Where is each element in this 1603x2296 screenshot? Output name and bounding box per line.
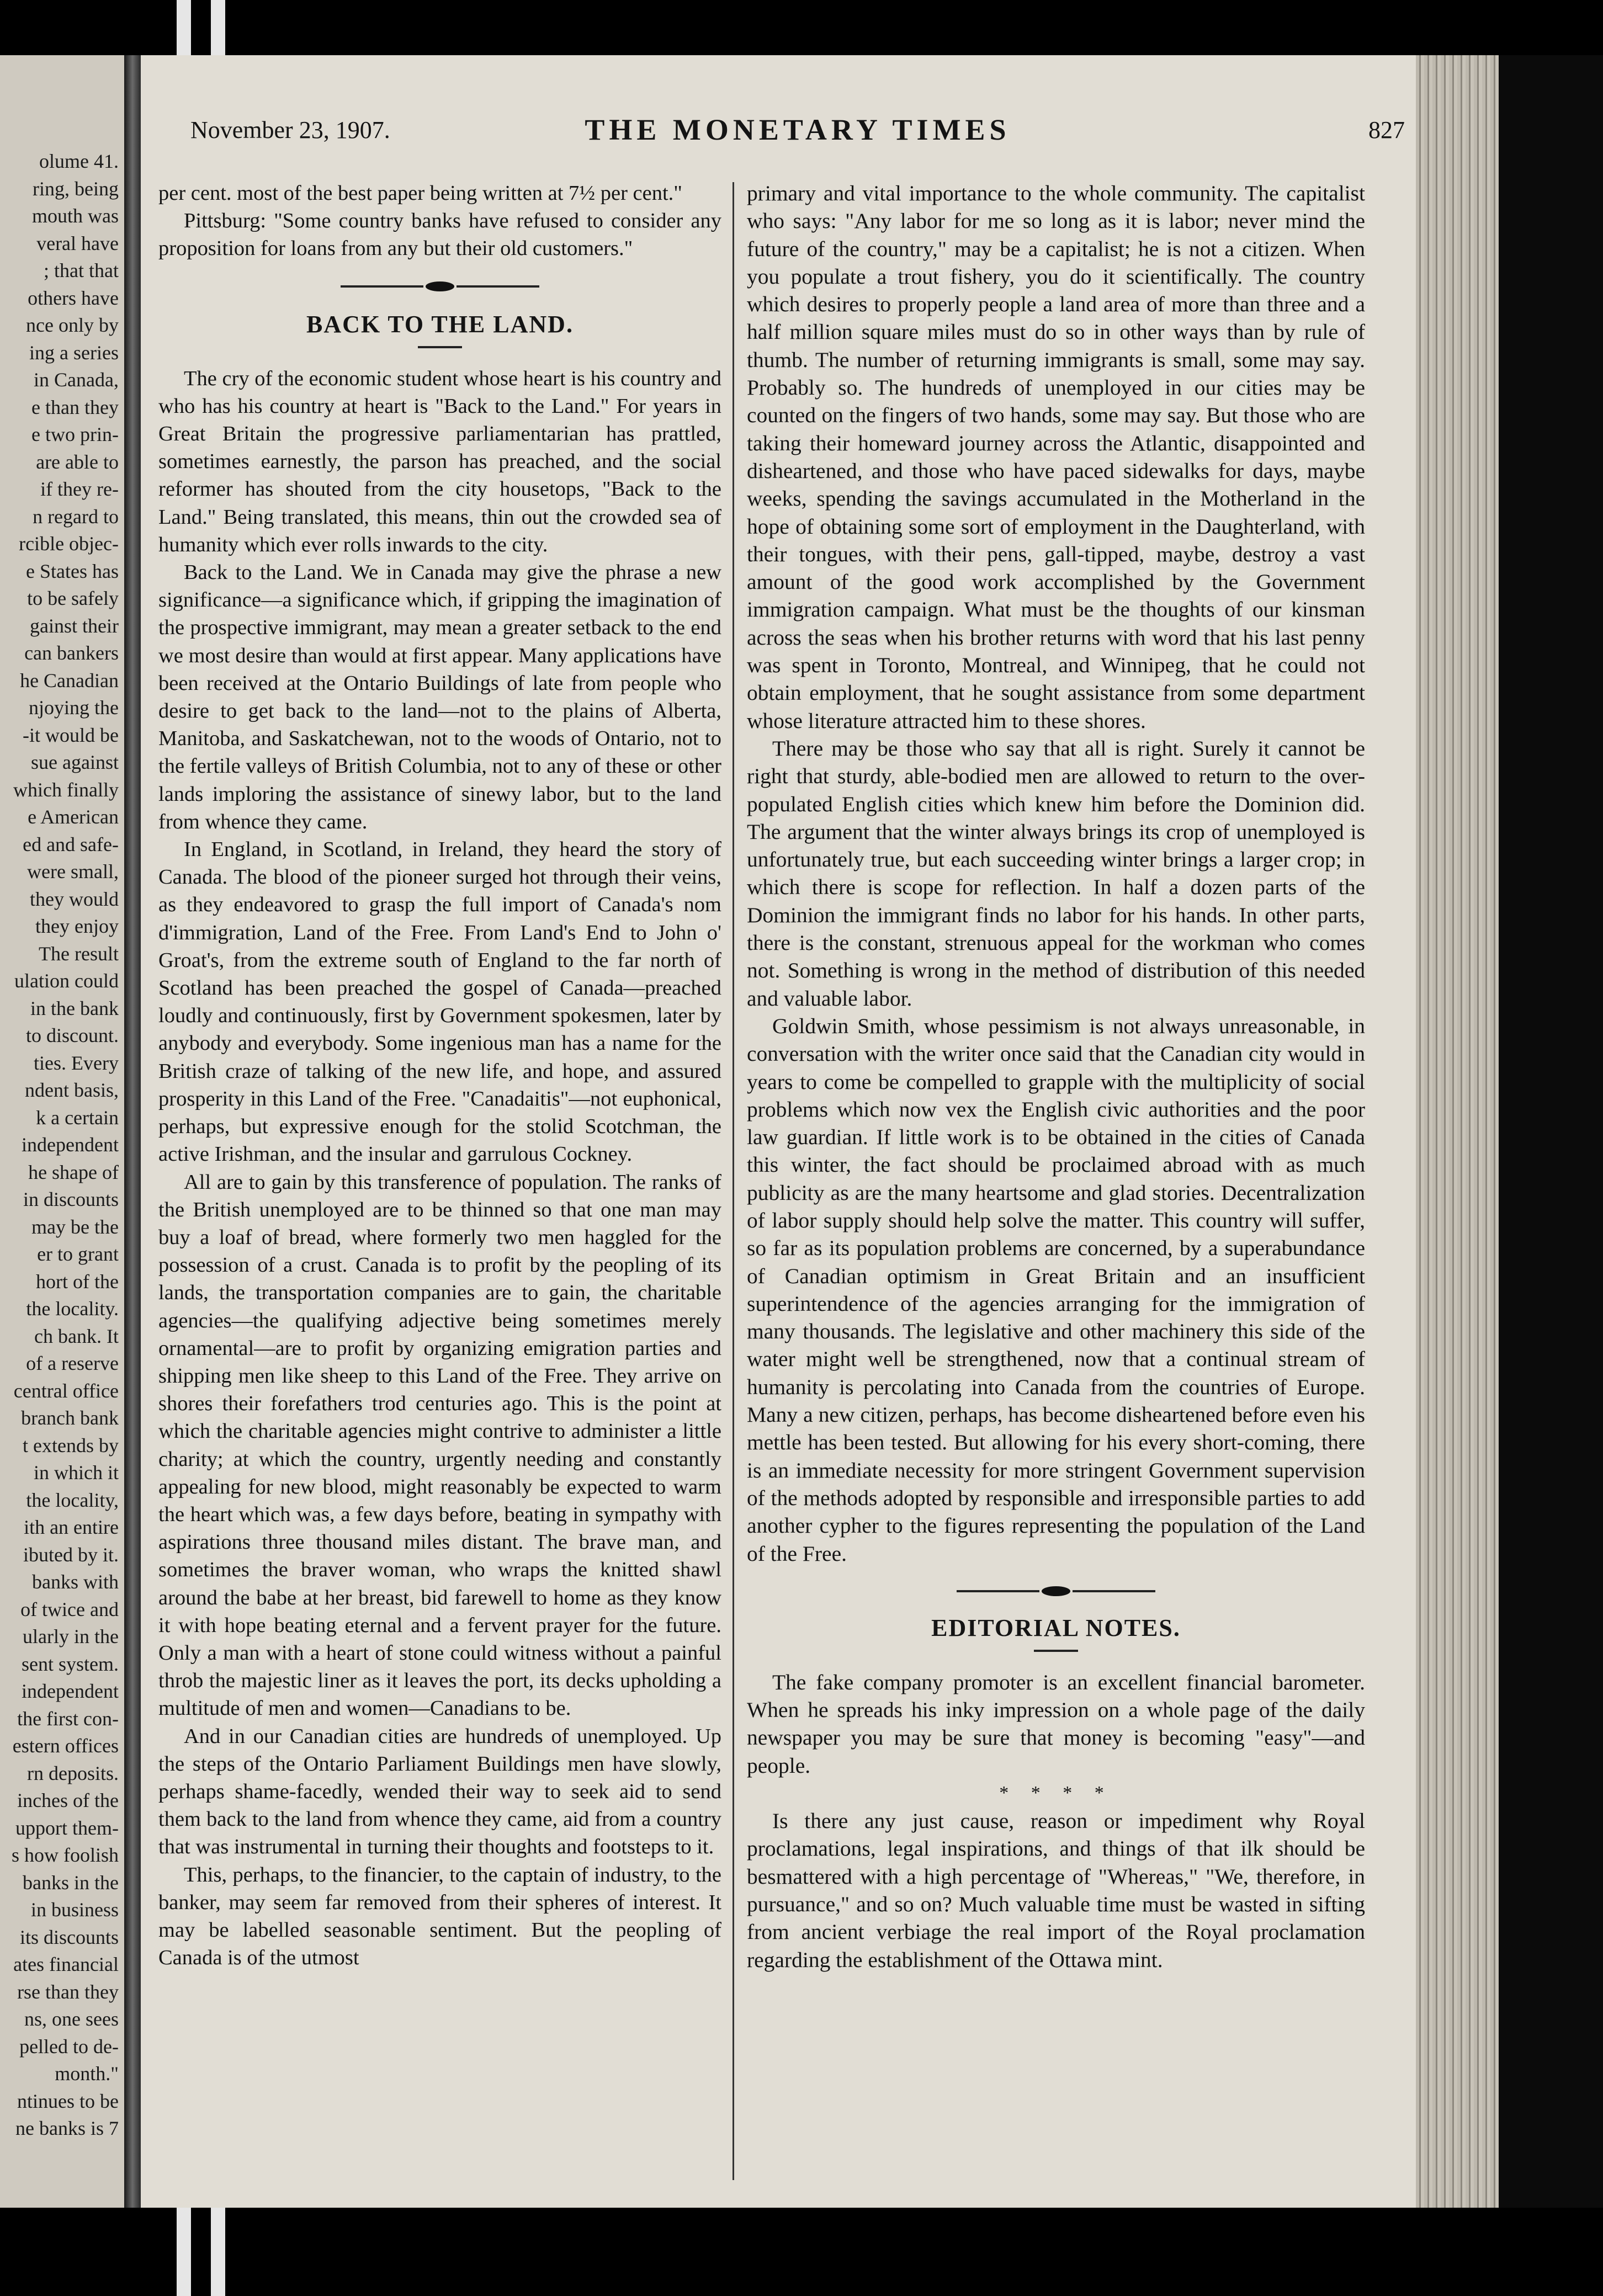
facing-page-fragment: independent <box>22 1134 119 1156</box>
facing-page-fragment: gainst their <box>30 614 119 637</box>
facing-page-fragment: nce only by <box>26 314 119 336</box>
facing-page-fragment: k a certain <box>36 1106 119 1129</box>
article-paragraph: All are to gain by this transference of population. The ranks of the British unemployed are to be thinned so that one man may buy a loaf of bread, where formerly two men haggled for the possession of a crust. Canada is to profit by the peopling of its lands, the transportation companies are to gain, the charitable agencies—the qualifying adjective being sometimes merely ornamental—are to profit by organizing emigration parties and shipping men like sheep to this Land of the Free. They arrive on shores their forefathers trod centuries ago. This is the point at which the charitable agencies might contrive to administer a little charity; at which the country, urgently needing and constantly appealing for new blood, might reasonably be expected to warm the heart which was, a few days before, beating in sympathy with aspirations three thousand miles distant. The brave man, and sometimes the braver woman, who wraps the knitted shawl around the babe at her breast, bid farewell to home as they know it with hope beating eternal and a fervent prayer for the future. Only a man with a heart of stone could witness without a painful throb the majestic liner as it leaves the port, its decks upholding a multitude of men and women—Canadians to be. <box>158 1170 721 1720</box>
facing-page-fragment: its discounts <box>19 1926 119 1948</box>
article-paragraph: primary and vital importance to the whole community. The capitalist who says: "Any labor for me so long as it is labor; never mind the future of the country," may be a capitalist; he is not a citizen. When you populate a trout fishery, you do it scientifically. The country which desires to properly people a land area of more than three and a half million square miles must do so in other ways than by rule of thumb. The number of returning immigrants is small, some may say. Probably so. The hundreds of unemployed in our cities may be counted on the fingers of two hands, some may say. But those who are taking their homeward journey across the Atlantic, disappointed and disheartened, and those who have paced sidewalks for days, maybe weeks, spending the savings accumulated in the Motherland in the hope of obtaining some sort of employment in the Daughterland, with their tongues, with their pens, gall-tipped, maybe, destroy a vast amount of the good work accomplished by the Government immigration campaign. What must be the thoughts of our kinsman across the seas when his brother returns with word that his last penny was spent in Toronto, Montreal, and Winnipeg, that he could not obtain employment, that he sought assistance from some department whose literature attracted him to these shores. <box>747 181 1365 733</box>
column-left <box>158 179 721 1971</box>
article-paragraph: Goldwin Smith, whose pessimism is not always unreasonable, in conversation with the writer once said that the Canadian city would in years to come be compelled to grapple with the multiplicity of social problems which now vex the English civic authorities and the poor law guardian. If little work is to be obtained in the cities of Canada this winter, the fact should be proclaimed abroad with as much publicity as are the many heartsome and glad stories. Decentralization of labor supply should help solve the matter. This country will suffer, so far as its population problems are concerned, by a superabundance of Canadian optimism in Great Britain and an insufficient superintendence of the agencies arranging for the immigration of many thousands. The legislative and other machinery this side of the water might well be strengthened, now that a continual stream of humanity is percolating into Canada from the countries of Europe. Many a new citizen, perhaps, has become disheartened before even his mettle has been tested. But allowing for his every short-coming, there is an immediate necessity for more stringent Government supervision of the methods adopted by responsible and irresponsible parties to add another cypher to the figures representing the population of the Land of the Free. <box>747 1013 1365 1566</box>
page-number: 827 <box>1368 116 1405 144</box>
article-paragraph: There may be those who say that all is right. Surely it cannot be right that sturdy, able-bodied men are allowed to return to the over-populated English cities which knew him before the Dominion did. The argument that the winter always brings its crop of unemployed is unfortunately true, but each succeeding winter brings a larger crop; in which there is scope for reflection. In half a dozen parts of the Dominion the immigrant finds no labor for his hands. In other parts, there is the constant, strenuous appeal for the workman who comes not. Something is wrong in the method of distribution of this needed and valuable labor. <box>747 736 1365 1011</box>
facing-page-fragment: banks in the <box>23 1871 119 1894</box>
facing-page-fragment: month." <box>55 2063 119 2085</box>
facing-page-fragment: ulation could <box>14 970 119 992</box>
page-edges <box>1416 55 1499 2208</box>
ornament-divider <box>747 1582 1365 1601</box>
editorial-note: Is there any just cause, reason or impediment why Royal proclamations, legal inspirations, and things of that ilk should be besmattered with a high percentage of "Whereas," "We, therefore, in pursuance," and so on? Much valuable time must be wasted in sifting from ancient verbiage the real import of the Royal proclamation regarding the establishment of the Ottawa mint. <box>747 1809 1365 1972</box>
facing-page-fragment: which finally <box>13 778 119 801</box>
facing-page-fragment: t extends by <box>23 1434 119 1457</box>
facing-page-fragment: may be the <box>31 1215 119 1238</box>
book-gutter <box>124 55 141 2208</box>
facing-page-fragment: veral have <box>36 232 119 254</box>
facing-page-fragment: estern offices <box>12 1735 119 1757</box>
facing-page-fragment: in the bank <box>30 997 119 1019</box>
facing-page-fragment: in business <box>30 1899 119 1921</box>
facing-page-fragment: ing a series <box>29 341 119 364</box>
ornament-divider <box>158 277 721 296</box>
facing-page-fragment: e American <box>28 806 119 828</box>
note-separator: * * * * <box>999 1783 1113 1804</box>
facing-page-fragment: e States has <box>26 560 119 582</box>
facing-page-fragment: ates financial <box>13 1953 119 1975</box>
article-title: BACK TO THE LAND. <box>306 310 574 338</box>
facing-page-fragment: hort of the <box>36 1270 119 1293</box>
facing-page-fragment: ; that that <box>44 259 119 281</box>
article-paragraph: This, perhaps, to the financier, to the captain of industry, to the banker, may seem far removed from their spheres of interest. It may be labelled seasonable sentiment. But the peopling of Canada is of the utmost <box>158 1863 721 1970</box>
column-right <box>747 179 1365 1974</box>
editorial-note: The fake company promoter is an excellent financial barometer. When he spreads his inky impression on a whole page of the daily newspaper you may be sure that money is becoming "easy"—and people. <box>747 1670 1365 1778</box>
scan-border <box>1499 55 1603 2208</box>
article-paragraph: The cry of the economic student whose heart is his country and who has his country at heart is "Back to the Land." For years in Great Britain the progressive parliamentarian has prattled, sometimes earnestly, the parson has preached, and the social reformer has shouted from the city housetops, "Back to the Land." Being translated, this means, thin out the crowded sea of humanity which ever rolls inwards to the city. <box>158 366 721 556</box>
facing-page-fragment: ndent basis, <box>25 1079 119 1101</box>
facing-page-fragment: n regard to <box>33 505 119 528</box>
article-paragraph: In England, in Scotland, in Ireland, they heard the story of Canada. The blood of the pioneer surged hot through their veins, as they endeavored to grasp the full import of Canada's nom d'immigration, Land of the Free. From Land's End to John o' Groat's, from the extreme south of England to the far north of Scotland has been preached the gospel of Canada—preached loudly and continuously, first by Government spokesmen, later by anybody and everybody. Some ingenious man has a name for the British craze of talking of the new life, and hope, and assured prosperity in this Land of the Free. "Canadaitis"—not euphonical, perhaps, but expressive enough for the stolid Scotchman, the active Irishman, and the insular and garrulous Cockney. <box>158 838 721 1166</box>
facing-page-fragment: of a reserve <box>26 1352 119 1374</box>
title-rule <box>1034 1650 1078 1652</box>
facing-page-fragment: they would <box>30 887 119 910</box>
column-divider <box>733 182 734 2180</box>
title-rule <box>418 346 462 348</box>
facing-page-fragment: ne banks is 7 <box>15 2117 119 2139</box>
facing-page-fragment: s how foolish <box>11 1844 119 1866</box>
facing-page-fragment: the locality. <box>26 1298 119 1320</box>
facing-page-fragment: -it would be <box>23 724 119 746</box>
header-date: November 23, 1907. <box>190 116 390 144</box>
facing-page-fragment: of twice and <box>20 1598 119 1620</box>
facing-page-fragment: in Canada, <box>34 369 119 391</box>
facing-page-fragment: upport them- <box>15 1816 119 1839</box>
facing-page-fragment: ith an entire <box>24 1516 119 1538</box>
facing-page-fragment: branch bank <box>21 1407 119 1429</box>
facing-page-fragment: he shape of <box>28 1161 119 1183</box>
facing-page-fragment: e two prin- <box>31 423 119 445</box>
facing-page-fragment: ns, one sees <box>24 2008 119 2030</box>
masthead-title: THE MONETARY TIMES <box>585 113 1011 146</box>
facing-page-fragment: are able to <box>36 450 119 473</box>
page-header <box>190 113 1405 160</box>
facing-page-fragment: in discounts <box>23 1188 119 1210</box>
facing-page-fragment: olume 41. <box>39 150 119 172</box>
article-paragraph: And in our Canadian cities are hundreds of unemployed. Up the steps of the Ontario Parliament Buildings men have slowly, perhaps shame-facedly, wended their way to seek aid to send them back to the land from whence they came, aid from a country that was instrumental in turning their thoughts and footsteps to it. <box>158 1724 721 1859</box>
facing-page-fragment: sent system. <box>22 1652 119 1675</box>
intro-paragraph: Pittsburg: "Some country banks have refused to consider any proposition for loans from any but their old customers." <box>158 209 721 261</box>
facing-page-fragment: mouth was <box>32 205 119 227</box>
facing-page-fragment: ties. Every <box>34 1051 119 1074</box>
facing-page-fragment: sue against <box>31 751 119 773</box>
facing-page-fragment: er to grant <box>37 1243 119 1265</box>
facing-page-fragment: central office <box>13 1379 119 1402</box>
facing-page-fragment: independent <box>22 1680 119 1702</box>
facing-page-fragment: they enjoy <box>35 915 119 937</box>
facing-page-fragment: ibuted by it. <box>23 1543 119 1566</box>
film-marks-bottom <box>177 2202 243 2296</box>
facing-page-fragment: in which it <box>34 1461 119 1484</box>
facing-page-fragment: rn deposits. <box>27 1762 119 1784</box>
facing-page-fragment: ch bank. It <box>34 1325 119 1347</box>
facing-page-fragment: njoying the <box>29 697 119 719</box>
newspaper-page <box>141 55 1416 2208</box>
facing-page-fragment: ntinues to be <box>17 2090 119 2112</box>
facing-page-fragment: pelled to de- <box>19 2035 119 2058</box>
facing-page <box>0 55 124 2208</box>
facing-page-fragment: he Canadian <box>20 669 119 692</box>
facing-page-fragment: were small, <box>27 860 119 883</box>
facing-page-fragment: if they re- <box>40 478 119 500</box>
facing-page-fragment: ed and safe- <box>23 833 119 855</box>
facing-page-fragment: rcible objec- <box>19 533 119 555</box>
facing-page-fragment: The result <box>39 942 119 965</box>
facing-page-fragment: to discount. <box>26 1024 119 1046</box>
facing-page-fragment: inches of the <box>17 1789 119 1811</box>
film-marks-top <box>177 0 243 61</box>
facing-page-fragment: banks with <box>32 1571 119 1593</box>
facing-page-fragment: the locality, <box>26 1489 119 1511</box>
facing-page-fragment: rse than they <box>17 1980 119 2003</box>
facing-page-fragment: ring, being <box>33 177 119 200</box>
facing-page-fragment: the first con- <box>17 1707 119 1730</box>
facing-page-fragment: e than they <box>31 396 119 418</box>
facing-page-fragment: to be safely <box>27 587 119 609</box>
facing-page-fragment: ularly in the <box>23 1625 119 1647</box>
facing-page-fragment: others have <box>28 286 119 309</box>
article-paragraph: Back to the Land. We in Canada may give the phrase a new significance—a significance which, if gripping the imagination of the prospective immigrant, may mean a greater setback to the end we most desire than would at first appear. Many applications have been received at the Ontario Buildings of late from people who desire to get back to the land—not to the plains of Alberta, Manitoba, and Saskatchewan, not to the woods of Ontario, not to the fertile valleys of British Columbia, not to any of these or other lands imploring the assistance of sinewy labor, but to the land from whence they came. <box>158 561 721 833</box>
section-title: EDITORIAL NOTES. <box>931 1614 1181 1641</box>
intro-paragraph: per cent. most of the best paper being written at 7½ per cent." <box>158 182 683 205</box>
facing-page-fragment: can bankers <box>24 642 119 664</box>
